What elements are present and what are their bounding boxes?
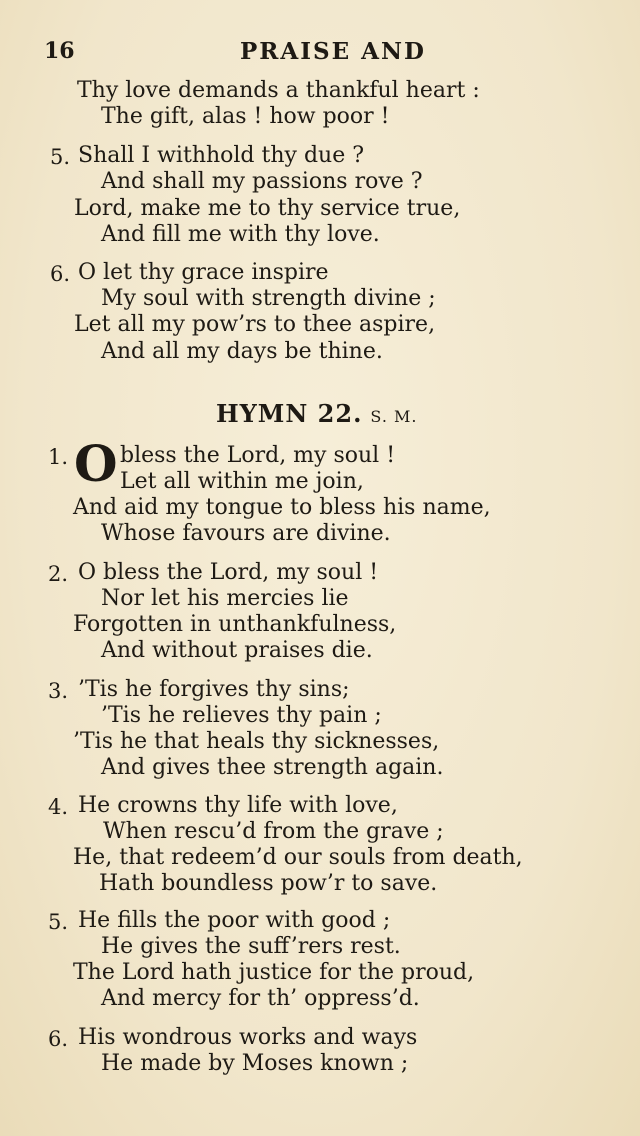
page-header <box>0 38 640 72</box>
verse-line: bless the Lord, my soul ! <box>120 443 396 468</box>
stanza-number: 6. <box>48 1027 69 1051</box>
verse-line: He made by Moses known ; <box>101 1051 409 1076</box>
drop-cap: O <box>74 434 118 493</box>
verse-line: ’Tis he that heals thy sicknesses, <box>73 729 440 754</box>
verse-line: Thy love demands a thankful heart : <box>77 78 480 103</box>
verse-line: Let all within me join, <box>120 469 364 494</box>
verse-line: ’Tis he forgives thy sins; <box>78 677 350 702</box>
page-number: 16 <box>44 38 75 64</box>
verse-line: The Lord hath justice for the proud, <box>73 960 475 985</box>
verse-line: He crowns thy life with love, <box>78 793 398 818</box>
verse-line: And mercy for th’ oppress’d. <box>101 986 420 1011</box>
verse-line: The gift, alas ! how poor ! <box>101 104 390 129</box>
running-title: PRAISE AND <box>240 38 426 65</box>
verse-line: He fills the poor with good ; <box>78 908 391 933</box>
stanza-number: 2. <box>48 562 69 586</box>
verse-line: Nor let his mercies lie <box>101 586 349 611</box>
hymn-number: HYMN 22. <box>216 399 363 428</box>
verse-line: O let thy grace inspire <box>78 260 329 285</box>
verse-line: And shall my passions rove ? <box>101 169 423 194</box>
verse-line: And gives thee strength again. <box>101 755 444 780</box>
hymn-meter: S. M. <box>370 407 418 426</box>
verse-line: ’Tis he relieves thy pain ; <box>101 703 382 728</box>
stanza-number: 6. <box>50 262 71 286</box>
stanza-number: 1. <box>48 445 69 469</box>
verse-line: And all my days be thine. <box>101 339 383 364</box>
verse-line: Let all my pow’rs to thee aspire, <box>74 312 436 337</box>
verse-line: O bless the Lord, my soul ! <box>78 560 379 585</box>
verse-line: And fill me with thy love. <box>101 222 380 247</box>
verse-line: Shall I withhold thy due ? <box>78 143 364 168</box>
verse-line: His wondrous works and ways <box>78 1025 418 1050</box>
verse-line: Forgotten in unthankfulness, <box>73 612 397 637</box>
verse-line: And aid my tongue to bless his name, <box>73 495 491 520</box>
verse-line: He, that redeem’d our souls from death, <box>73 845 523 870</box>
stanza-number: 5. <box>48 910 69 934</box>
verse-line: He gives the suff’rers rest. <box>101 934 401 959</box>
verse-line: When rescu’d from the grave ; <box>103 819 444 844</box>
stanza-number: 3. <box>48 679 69 703</box>
stanza-number: 4. <box>48 795 69 819</box>
verse-line: And without praises die. <box>101 638 373 663</box>
verse-line: Hath boundless pow’r to save. <box>99 871 438 896</box>
hymn-title <box>216 399 417 428</box>
verse-line: Lord, make me to thy service true, <box>74 196 461 221</box>
verse-line: Whose favours are divine. <box>101 521 391 546</box>
stanza-number: 5. <box>50 145 71 169</box>
verse-line: My soul with strength divine ; <box>101 286 436 311</box>
